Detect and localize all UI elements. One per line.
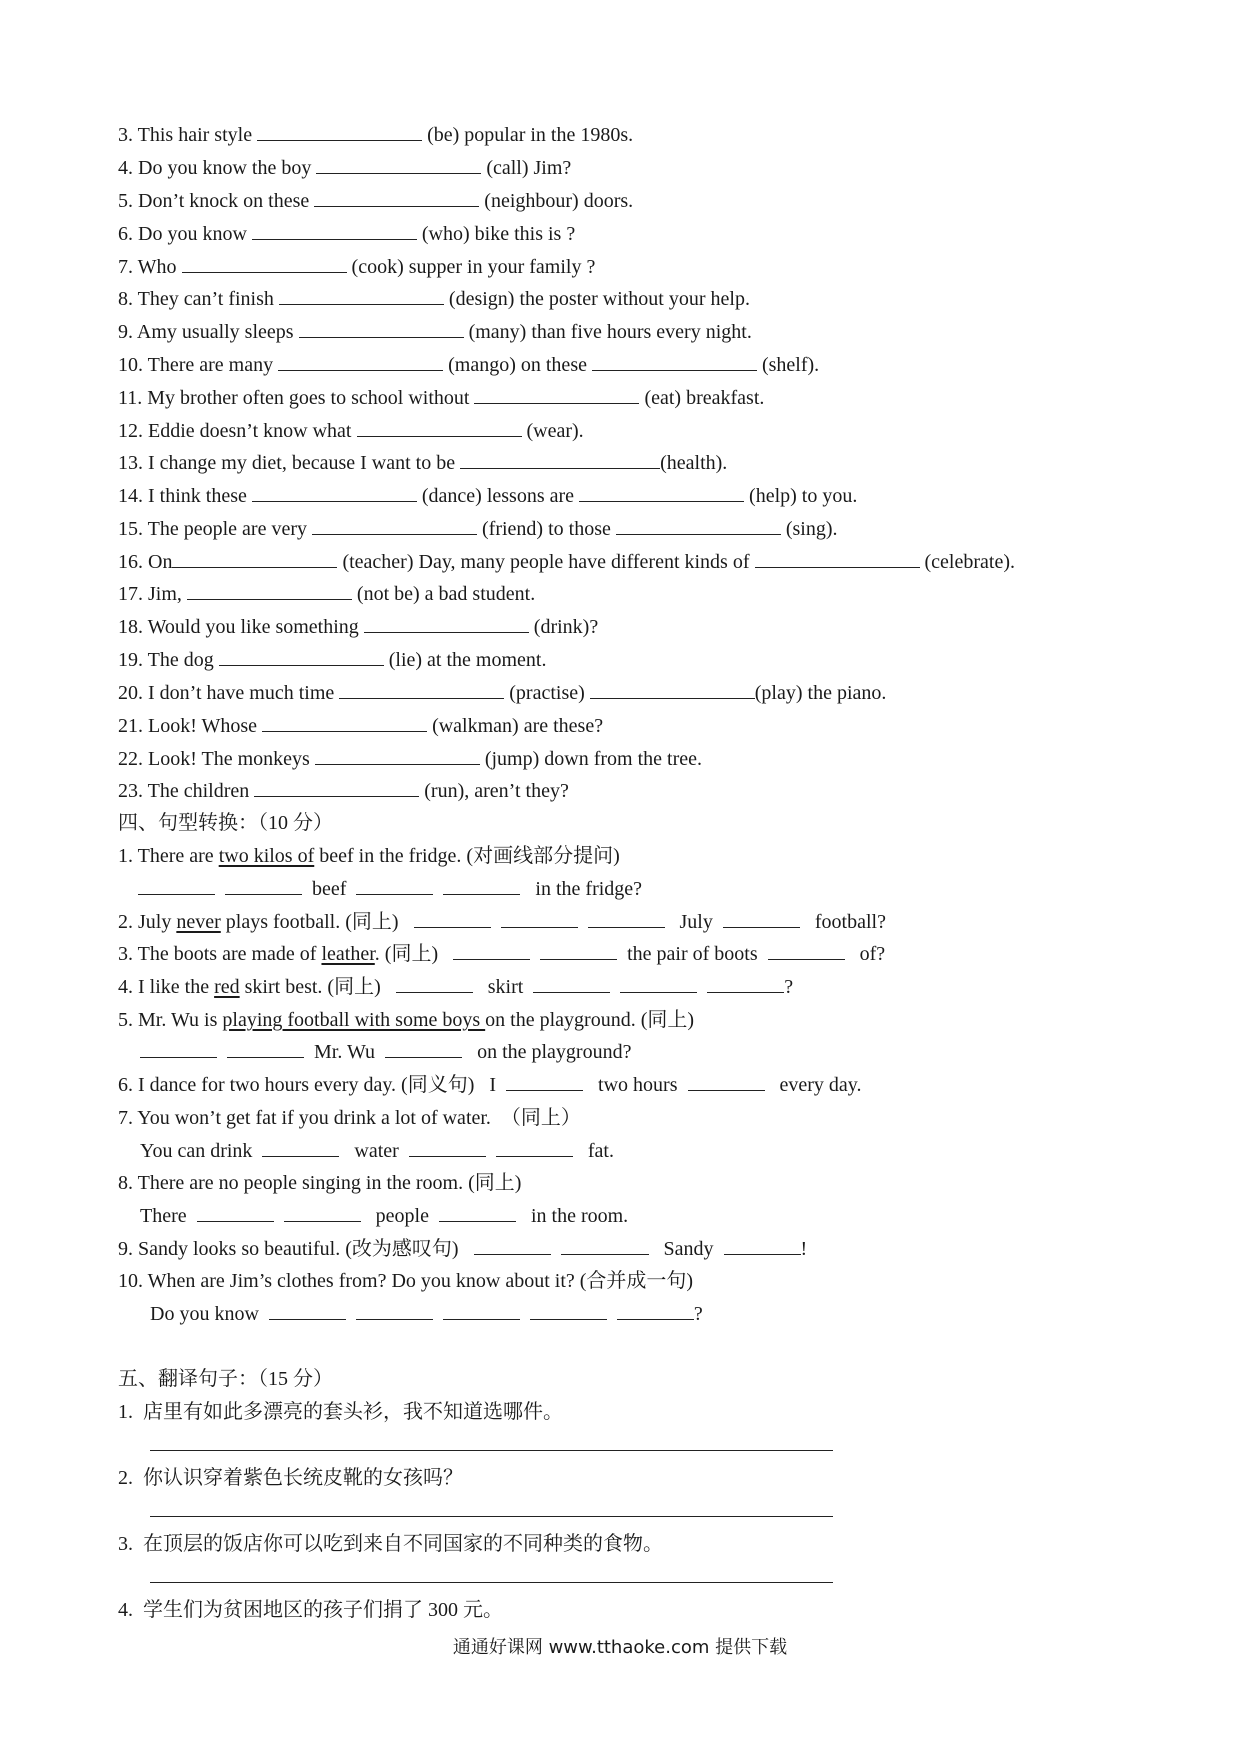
- answer-blank[interactable]: [460, 451, 660, 469]
- answer-blank[interactable]: [414, 910, 491, 928]
- transform-question-8: 8. There are no people singing in the room. (同上): [118, 1172, 522, 1194]
- answer-blank[interactable]: [588, 910, 665, 928]
- question-11: 11. My brother often goes to school without (eat) breakfast.: [118, 387, 765, 409]
- answer-blank[interactable]: [197, 1204, 274, 1222]
- answer-blank[interactable]: [357, 419, 522, 437]
- answer-blank[interactable]: [506, 1073, 583, 1091]
- answer-blank[interactable]: [723, 910, 800, 928]
- transform-question-1: 1. There are two kilos of beef in the fridge. (对画线部分提问): [118, 845, 620, 867]
- transform-question-6: 6. I dance for two hours every day. (同义句) I two hours every day.: [118, 1074, 862, 1096]
- answer-blank[interactable]: [707, 975, 784, 993]
- answer-blank[interactable]: [385, 1040, 462, 1058]
- transform-question-7: 7. You won’t get fat if you drink a lot of water. （同上）: [118, 1107, 581, 1129]
- question-16: 16. On (teacher) Day, many people have different kinds of (celebrate).: [118, 551, 1015, 573]
- question-3: 3. This hair style (be) popular in the 1980s.: [118, 124, 634, 146]
- transform-question-5: 5. Mr. Wu is playing football with some boys on the playground. (同上): [118, 1009, 695, 1031]
- answer-blank[interactable]: [356, 1302, 433, 1320]
- transform-answer-1: beef in the fridge?: [138, 876, 642, 902]
- answer-blank[interactable]: [592, 353, 757, 371]
- question-5: 5. Don’t knock on these (neighbour) doors.: [118, 190, 634, 212]
- answer-blank[interactable]: [474, 1237, 551, 1255]
- answer-blank[interactable]: [262, 714, 427, 732]
- answer-blank[interactable]: [409, 1139, 486, 1157]
- question-21: 21. Look! Whose (walkman) are these?: [118, 715, 604, 737]
- answer-blank[interactable]: [227, 1040, 304, 1058]
- answer-blank[interactable]: [262, 1139, 339, 1157]
- answer-blank[interactable]: [187, 582, 352, 600]
- translation-question-1: 1. 店里有如此多漂亮的套头衫，我不知道选哪件。: [118, 1401, 563, 1423]
- answer-blank[interactable]: [617, 1302, 694, 1320]
- question-9: 9. Amy usually sleeps (many) than five hours every night.: [118, 321, 752, 343]
- answer-blank[interactable]: [396, 975, 473, 993]
- question-23: 23. The children (run), aren’t they?: [118, 780, 569, 802]
- answer-blank[interactable]: [530, 1302, 607, 1320]
- question-19: 19. The dog (lie) at the moment.: [118, 649, 547, 671]
- transform-question-3: 3. The boots are made of leather. (同上) the pair of boots of?: [118, 943, 886, 965]
- answer-blank[interactable]: [768, 942, 845, 960]
- translation-answer-line[interactable]: [150, 1582, 833, 1583]
- question-6: 6. Do you know (who) bike this is ?: [118, 223, 576, 245]
- answer-blank[interactable]: [496, 1139, 573, 1157]
- answer-blank[interactable]: [540, 942, 617, 960]
- answer-blank[interactable]: [315, 747, 480, 765]
- answer-blank[interactable]: [688, 1073, 765, 1091]
- translation-answer-line[interactable]: [150, 1516, 833, 1517]
- answer-blank[interactable]: [724, 1237, 801, 1255]
- transform-question-4: 4. I like the red skirt best. (同上) skirt ?: [118, 976, 794, 998]
- answer-blank[interactable]: [339, 681, 504, 699]
- answer-blank[interactable]: [755, 550, 920, 568]
- answer-blank[interactable]: [616, 517, 781, 535]
- translation-question-4: 4. 学生们为贫困地区的孩子们捐了 300 元。: [118, 1599, 503, 1621]
- answer-blank[interactable]: [501, 910, 578, 928]
- answer-blank[interactable]: [299, 320, 464, 338]
- answer-blank[interactable]: [474, 386, 639, 404]
- answer-blank[interactable]: [561, 1237, 649, 1255]
- answer-blank[interactable]: [314, 189, 479, 207]
- question-17: 17. Jim, (not be) a bad student.: [118, 583, 536, 605]
- translation-question-2: 2. 你认识穿着紫色长统皮靴的女孩吗？: [118, 1467, 463, 1489]
- section-4-heading: 四、句型转换：（10 分）: [118, 812, 333, 834]
- transform-answer-10: Do you know ?: [150, 1303, 703, 1325]
- transform-answer-8: There people in the room.: [140, 1205, 629, 1227]
- question-12: 12. Eddie doesn’t know what (wear).: [118, 420, 584, 442]
- transform-question-9: 9. Sandy looks so beautiful. (改为感叹句) Sandy !: [118, 1238, 808, 1260]
- answer-blank[interactable]: [278, 353, 443, 371]
- answer-blank[interactable]: [257, 123, 422, 141]
- transform-answer-7: You can drink water fat.: [140, 1140, 614, 1162]
- question-8: 8. They can’t finish (design) the poster without your help.: [118, 288, 750, 310]
- answer-blank[interactable]: [138, 877, 215, 895]
- question-18: 18. Would you like something (drink)?: [118, 616, 599, 638]
- answer-blank[interactable]: [172, 550, 337, 568]
- translation-question-3: 3. 在顶层的饭店你可以吃到来自不同国家的不同种类的食物。: [118, 1533, 663, 1555]
- answer-blank[interactable]: [279, 287, 444, 305]
- question-7: 7. Who (cook) supper in your family ?: [118, 256, 596, 278]
- transform-question-10: 10. When are Jim’s clothes from? Do you know about it? (合并成一句): [118, 1270, 694, 1292]
- answer-blank[interactable]: [284, 1204, 361, 1222]
- answer-blank[interactable]: [312, 517, 477, 535]
- answer-blank[interactable]: [219, 648, 384, 666]
- answer-blank[interactable]: [252, 222, 417, 240]
- question-4: 4. Do you know the boy (call) Jim?: [118, 157, 572, 179]
- answer-blank[interactable]: [356, 877, 433, 895]
- answer-blank[interactable]: [590, 681, 755, 699]
- transform-question-2: 2. July never plays football. (同上) July football?: [118, 911, 886, 933]
- question-13: 13. I change my diet, because I want to be (health).: [118, 452, 728, 474]
- answer-blank[interactable]: [579, 484, 744, 502]
- question-15: 15. The people are very (friend) to those (sing).: [118, 518, 838, 540]
- question-20: 20. I don’t have much time (practise) (play) the piano.: [118, 682, 887, 704]
- answer-blank[interactable]: [225, 877, 302, 895]
- answer-blank[interactable]: [364, 615, 529, 633]
- answer-blank[interactable]: [269, 1302, 346, 1320]
- answer-blank[interactable]: [316, 156, 481, 174]
- answer-blank[interactable]: [620, 975, 697, 993]
- answer-blank[interactable]: [533, 975, 610, 993]
- answer-blank[interactable]: [252, 484, 417, 502]
- answer-blank[interactable]: [453, 942, 530, 960]
- answer-blank[interactable]: [443, 1302, 520, 1320]
- answer-blank[interactable]: [182, 255, 347, 273]
- section-5-heading: 五、翻译句子：（15 分）: [118, 1368, 333, 1390]
- answer-blank[interactable]: [254, 779, 419, 797]
- answer-blank[interactable]: [140, 1040, 217, 1058]
- transform-answer-5: Mr. Wu on the playground?: [140, 1039, 631, 1065]
- question-22: 22. Look! The monkeys (jump) down from the tree.: [118, 748, 702, 770]
- page-footer: 通通好课网 www.tthaoke.com 提供下载: [452, 1637, 788, 1658]
- translation-answer-line[interactable]: [150, 1450, 833, 1451]
- question-14: 14. I think these (dance) lessons are (help) to you.: [118, 485, 858, 507]
- answer-blank[interactable]: [443, 877, 520, 895]
- question-10: 10. There are many (mango) on these (shelf).: [118, 354, 820, 376]
- answer-blank[interactable]: [439, 1204, 516, 1222]
